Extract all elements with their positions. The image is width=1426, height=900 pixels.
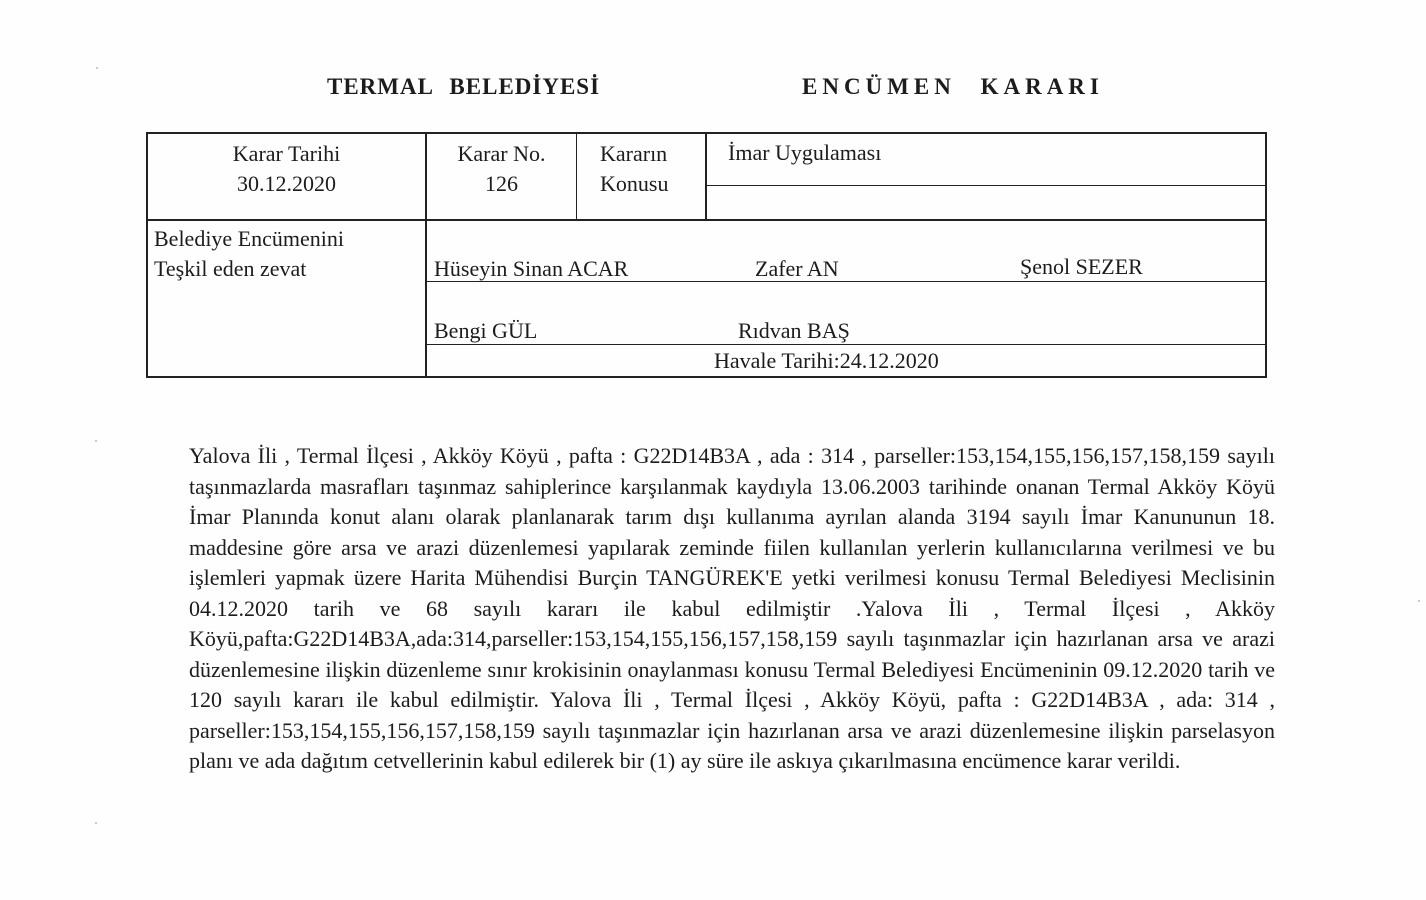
table-border-right	[1265, 132, 1267, 378]
konu-label: Kararın	[600, 141, 668, 166]
decision-title: ENCÜMEN KARARI	[802, 74, 1104, 99]
table-divider	[576, 132, 577, 220]
table-divider	[705, 132, 707, 220]
municipality-title: TERMAL BELEDİYESİ	[327, 74, 601, 99]
member-name: Zafer AN	[755, 256, 839, 281]
konu-value: İmar Uygulaması	[728, 140, 882, 165]
konu-label: Konusu	[600, 171, 669, 196]
havale-tarihi: Havale Tarihi:24.12.2020	[714, 348, 939, 373]
decision-text: Yalova İli , Termal İlçesi , Akköy Köyü , pafta : G22D14B3A , ada : 314 , parseller:153,154,155,156,157,158,159 sayılı taşınmazlarda masrafları taşınmaz sahiplerince karşılanmak kaydıyla 13.06.2003 tarihinde onanan Termal Akköy Köyü İmar Planında konut alanı olarak planlanarak tarım dışı kullanıma ayrılan alanda 3194 sayılı İmar Kanununun 18. maddesine göre arsa ve arazi düzenlemesi yapılarak zeminde fiilen kullanılan yerlerin kullanıcılarına verilmesi ve bu işlemleri yapmak üzere Harita Mühendisi Burçin TANGÜREK'E yetki verilmesi konusu Termal Belediyesi Meclisinin 04.12.2020 tarih ve 68 sayılı kararı ile kabul edilmiştir .Yalova İli , Termal İlçesi , Akköy Köyü,pafta:G22D14B3A,ada:314,parseller:153,154,155,156,157,158,159 sayılı taşınmazlar için hazırlanan arsa ve arazi düzenlemesine ilişkin düzenleme sınır krokisinin onaylanması konusu Termal Belediyesi Encümeninin 09.12.2020 tarih ve 120 sayılı kararı ile kabul edilmiştir. Yalova İli , Termal İlçesi , Akköy Köyü, pafta : G22D14B3A , ada: 314 , parseller:153,154,155,156,157,158,159 sayılı taşınmazlar için hazırlanan arsa ve arazi düzenlemesine ilişkin parselasyon planı ve ada dağıtım cetvellerinin kabul edilerek bir (1) ay süre ile askıya çıkarılmasına encümence karar verildi.	[189, 443, 1275, 773]
scan-speck	[95, 822, 97, 824]
table-border-bottom	[146, 376, 1266, 378]
scan-speck	[95, 440, 97, 442]
karar-tarihi-value: 30.12.2020	[237, 171, 336, 196]
table-divider	[705, 185, 1266, 186]
karar-tarihi-label: Karar Tarihi	[232, 141, 341, 166]
member-name: Bengi GÜL	[434, 318, 538, 343]
scan-speck	[96, 67, 98, 69]
table-divider	[146, 219, 1266, 221]
scan-speck	[1418, 600, 1420, 602]
member-name: Şenol SEZER	[1020, 254, 1143, 279]
karar-no-label: Karar No.	[457, 141, 546, 166]
encumen-label: Belediye Encümenini	[154, 226, 344, 251]
karar-no-value: 126	[485, 171, 518, 196]
member-name: Rıdvan BAŞ	[738, 318, 850, 343]
encumen-label: Teşkil eden zevat	[154, 256, 307, 281]
member-name: Hüseyin Sinan ACAR	[434, 256, 629, 281]
